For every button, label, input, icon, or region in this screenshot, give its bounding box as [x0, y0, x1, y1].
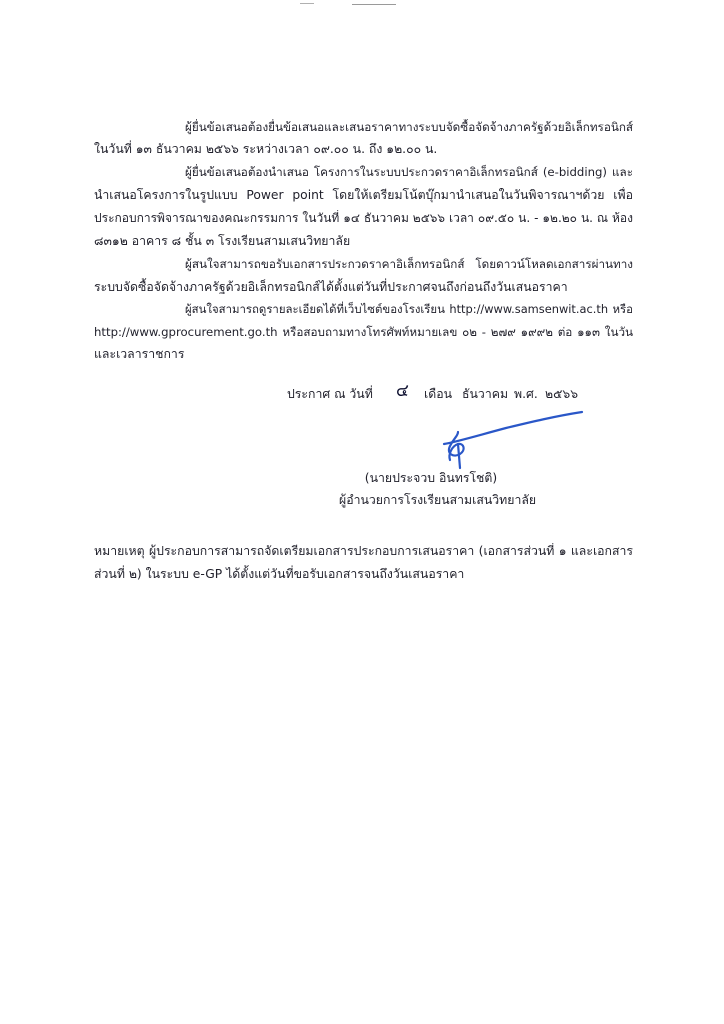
paragraph-4-line-2: http://www.gprocurement.go.th หรือสอบถามทางโทรศัพท์หมายเลข ๐๒ - ๒๗๙ ๑๙๙๒ ต่อ ๑๑๓ ในวัน [94, 325, 633, 339]
announcement-month-label: เดือน [424, 387, 452, 401]
paragraph-4-line-3: และเวลาราชการ [94, 347, 185, 361]
announcement-year-label: พ.ศ. [514, 387, 538, 401]
paragraph-3-line-1: ผู้สนใจสามารถขอรับเอกสารประกวดราคาอิเล็กทรอนิกส์ โดยดาวน์โหลดเอกสารผ่านทาง [185, 257, 633, 271]
scan-mark-small [300, 3, 314, 4]
paragraph-1-line-1: ผู้ยื่นข้อเสนอต้องยื่นข้อเสนอและเสนอราคาทางระบบจัดซื้อจัดจ้างภาครัฐด้วยอิเล็กทรอนิกส์ [185, 120, 633, 134]
remark-line-2: ส่วนที่ ๒) ในระบบ e-GP ได้ตั้งแต่วันที่ขอรับเอกสารจนถึงวันเสนอราคา [94, 567, 465, 581]
paragraph-2-line-4: ๘๓๑๒ อาคาร ๘ ชั้น ๓ โรงเรียนสามเสนวิทยาลัย [94, 234, 351, 248]
signature-image [436, 408, 586, 472]
paragraph-2-line-1: ผู้ยื่นข้อเสนอต้องนำเสนอ โครงการในระบบประกวดราคาอิเล็กทรอนิกส์ (e-bidding) และ [185, 165, 633, 179]
paragraph-3-line-2: ระบบจัดซื้อจัดจ้างภาครัฐด้วยอิเล็กทรอนิกส์ได้ตั้งแต่วันที่ประกาศจนถึงก่อนถึงวันเสนอราคา [94, 280, 568, 294]
remark-line-1: หมายเหตุ ผู้ประกอบการสามารถจัดเตรียมเอกสารประกอบการเสนอราคา (เอกสารส่วนที่ ๑ และเอกสาร [94, 544, 633, 558]
announcement-day: ๔ [396, 381, 409, 401]
announcement-month: ธันวาคม [462, 387, 509, 401]
announcement-year: ๒๕๖๖ [545, 387, 579, 401]
scan-mark [352, 4, 396, 5]
signatory-position: ผู้อำนวยการโรงเรียนสามเสนวิทยาลัย [339, 493, 537, 507]
paragraph-4-line-1: ผู้สนใจสามารถดูรายละเอียดได้ที่เว็บไซต์ของโรงเรียน http://www.samsenwit.ac.th หรือ [185, 302, 633, 316]
announcement-prefix: ประกาศ ณ วันที่ [287, 387, 373, 401]
signatory-name: (นายประจวบ อินทรโชติ) [364, 471, 498, 485]
paragraph-2-line-2: นำเสนอโครงการในรูปแบบ Power point โดยให้เตรียมโน้ตบุ๊กมานำเสนอในวันพิจารณาฯด้วย เพื่อ [94, 188, 633, 202]
paragraph-2-line-3: ประกอบการพิจารณาของคณะกรรมการ ในวันที่ ๑๔ ธันวาคม ๒๕๖๖ เวลา ๐๙.๕๐ น. - ๑๒.๒๐ น. ณ ห้อง [94, 211, 633, 225]
paragraph-1-line-2: ในวันที่ ๑๓ ธันวาคม ๒๕๖๖ ระหว่างเวลา ๐๙.๐๐ น. ถึง ๑๒.๐๐ น. [94, 142, 438, 156]
